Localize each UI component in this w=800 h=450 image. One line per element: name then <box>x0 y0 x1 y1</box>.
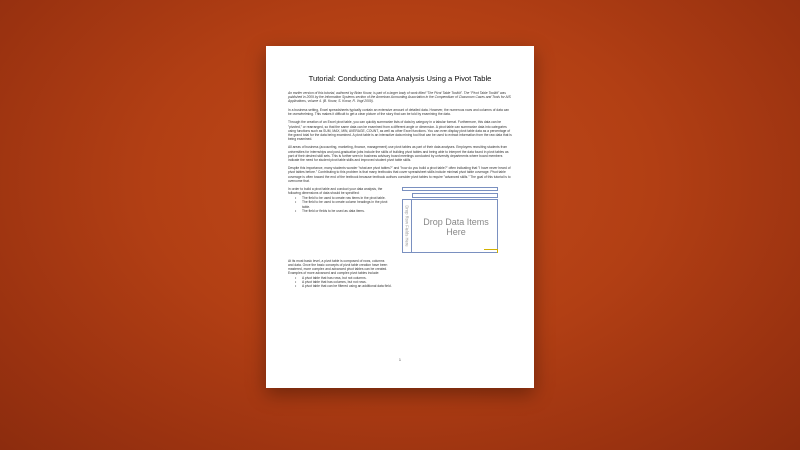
list-item: • The field to be used to create row items in the pivot table. <box>288 196 390 200</box>
list-item: • A pivot table that has columns, but not rows. <box>288 280 512 284</box>
examples-section <box>288 259 512 288</box>
list-item: • The field to be used to create column headings in the pivot table. <box>288 200 390 208</box>
build-section <box>288 187 512 259</box>
examples-intro: Examples of more advanced and complex pivot tables include: <box>288 271 380 276</box>
examples-list <box>288 276 512 288</box>
build-text-column <box>288 187 390 215</box>
column-field-drop-zone <box>412 193 498 198</box>
grand-total-corner <box>484 249 498 253</box>
paragraph: In a business setting, Excel spreadsheets typically contain an extensive amount of detailed data. However, the numerous rows and columns of data can be overwhelming. This makes it difficult to get a clear picture of the story that can be told by examining the data. <box>288 107 510 116</box>
data-items-label: Drop Data Items Here <box>423 217 489 238</box>
paragraph: Despite this importance, many students wonder "what are pivot tables?" and "how do you build a pivot table?" often indicating that "I have never heard of pivot tables before." Contributing to this problem is that many textbooks that cover spreadsheet skills include minimal pivot table coverage. Pivot table coverage is often toward the end of the textbook because textbook authors consider pivot tables to require "advanced skills." The goal of this tutorial is to overcome that. <box>288 166 511 183</box>
list-item: • A pivot table that can be filtered using an additional data field. <box>288 284 512 288</box>
build-intro: In order to build a pivot table and conduct your data analysis, the following dimensions of data should be specified: <box>288 187 383 196</box>
build-list <box>288 196 390 212</box>
list-item: • The field or fields to be used as data items. <box>288 209 390 213</box>
paragraph: Through the creation of an Excel pivot table, you can quickly summarize lists of data by category in a tabular format. Furthermore, this data can be "pivoted," or rearranged, so that the same data can be examined from a different angle or dimension. A pivot table can summarize data into categories using functions such as SUM, MAX, MIN, AVERAGE, COUNT, as well as other Excel functions. You can even display pivot table data as a percentage of the grand total for the data being examined. A pivot table is an interactive data mining tool that can be used to extract information from the raw data that is being examined. <box>288 120 512 141</box>
document-page <box>266 46 534 388</box>
basic-paragraph: At its most basic level, a pivot table is composed of rows, columns and data. Once the basic concepts of pivot table creation have been mastered, more complex and advanced pivot tables can be created. <box>288 259 388 272</box>
list-item: • A pivot table that has rows, but not columns. <box>288 276 512 280</box>
paragraph: All areas of business (accounting, marketing, finance, management) use pivot tables as part of their data analyses. Employers recruiting students from universities for internships and post-graduation jobs include the skills of building pivot tables and being able to interpret the data found in pivot tables as part of their desired skill sets. This is further seen in business advisory board meetings conducted by university departments where board members indicate the need for student pivot table skills and improved student pivot table skills. <box>288 145 509 162</box>
pivot-table-figure <box>402 187 498 253</box>
page-title: Tutorial: Conducting Data Analysis Using a Pivot Table <box>308 74 492 83</box>
page-field-drop-zone <box>402 187 498 191</box>
row-fields-label: Drop Row Fields Here <box>404 205 410 247</box>
page-number: 1 <box>399 358 401 362</box>
intro-note: An earlier version of this tutorial, authored by Brian Kovar, is part of a larger body of work titled "The Pivot Table Toolkit". The "Pivot Table Toolkit" was published in 2009 by the Information Systems section of the American Accounting Association in the Compendium of Classroom Cases and Tools for AIS Applications, volume 4. (B. Kovar, S. Kovar, R. Vogt 2009). <box>288 91 511 104</box>
